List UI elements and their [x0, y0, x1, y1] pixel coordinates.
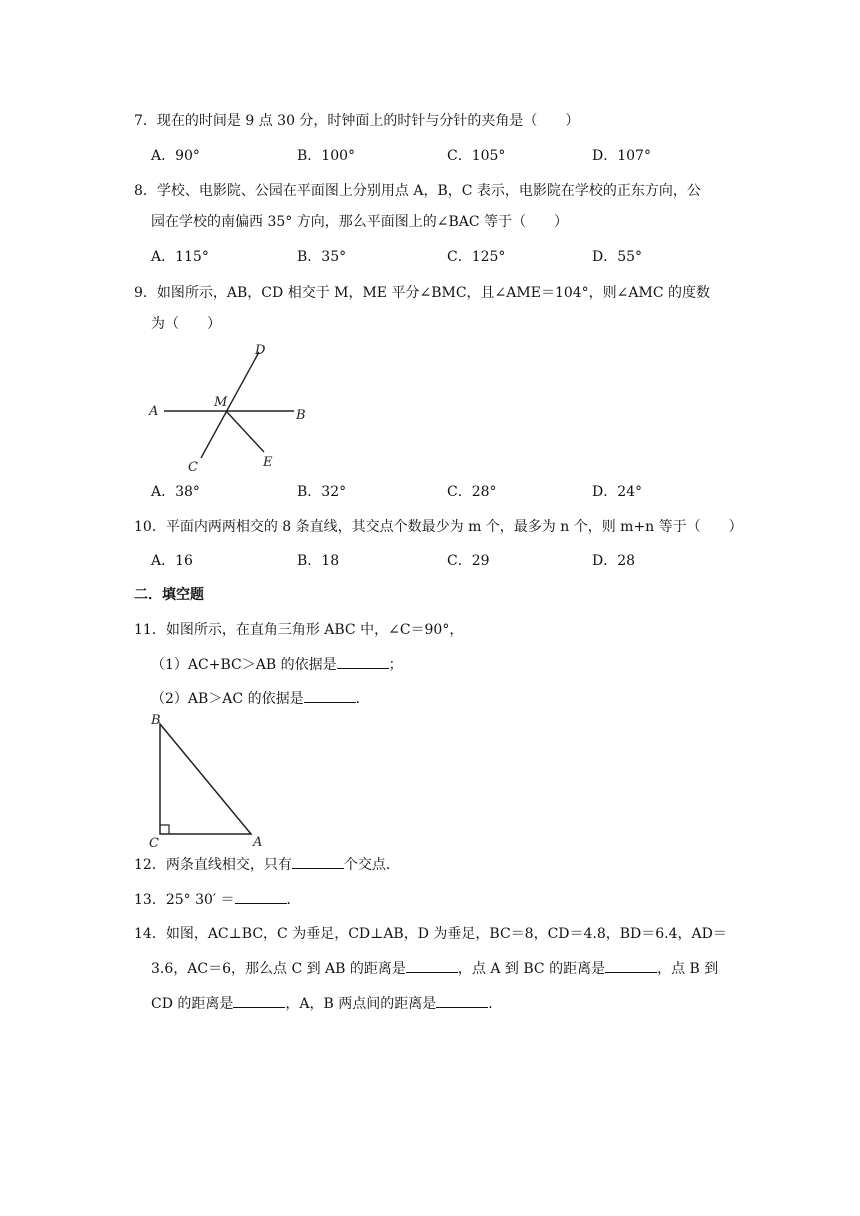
q14-line3-part-c: ．	[488, 996, 503, 1012]
q10-text: 10．平面内两两相交的 8 条直线，其交点个数最少为 m 个，最多为 n 个，则 m+n 等于（ ）	[134, 519, 743, 535]
q13	[134, 889, 301, 910]
q11-part2-end: ．	[355, 691, 370, 707]
q13-blank[interactable]	[235, 889, 287, 904]
right-angle-mark	[160, 825, 169, 834]
q11-text: 11．如图所示，在直角三角形 ABC 中，∠C＝90°，	[134, 622, 464, 638]
q11-triangle-figure	[145, 710, 265, 852]
q12-text: 12．两条直线相交，只有	[134, 857, 292, 873]
q10-option-a: A．16	[151, 553, 193, 569]
label-b: B	[151, 713, 161, 728]
q12	[134, 854, 400, 875]
q11-part2-text: （2）AB＞AC 的依据是	[151, 691, 304, 707]
q13-text-end: ．	[286, 892, 301, 908]
q11-part1-blank[interactable]	[337, 654, 389, 669]
q7-option-c: C．105°	[447, 148, 506, 164]
q14-text-line1: 14．如图，AC⊥BC，C 为垂足，CD⊥AB，D 为垂足，BC＝8，CD＝4.8，BD＝6.4，AD＝	[134, 926, 727, 942]
q11-part1-end: ；	[388, 657, 403, 673]
q8-option-c: C．125°	[447, 249, 506, 265]
ray-me	[226, 411, 264, 452]
line-cd	[201, 352, 259, 458]
q8-option-a: A．115°	[151, 249, 209, 265]
q7-option-a: A．90°	[151, 148, 200, 164]
label-a: A	[149, 404, 159, 419]
q14-line2-part-c: ，点 B 到	[657, 961, 719, 977]
q10-option-b: B．18	[297, 553, 340, 569]
q14-blank-1[interactable]	[406, 958, 458, 973]
q14-line3-part-a: CD 的距离是	[151, 996, 234, 1012]
q14-blank-3[interactable]	[233, 993, 285, 1008]
q14-line3-part-b: ，A，B 两点间的距离是	[285, 996, 437, 1012]
label-b: B	[296, 408, 306, 423]
q9-option-a: A．38°	[151, 484, 200, 500]
q7-text: 7．现在的时间是 9 点 30 分，时钟面上的时针与分针的夹角是（ ）	[134, 113, 580, 129]
q8-text-line2: 园在学校的南偏西 35° 方向，那么平面图上的∠BAC 等于（ ）	[151, 214, 569, 230]
q14-text-line3	[151, 993, 502, 1014]
q10-option-d: D．28	[592, 553, 636, 569]
q11-part2-blank[interactable]	[304, 688, 356, 703]
q9-option-d: D．24°	[592, 484, 643, 500]
q11-part2	[151, 688, 370, 709]
q14-blank-4[interactable]	[436, 993, 488, 1008]
q11-part1	[151, 654, 403, 675]
q11-part1-text: （1）AC+BC＞AB 的依据是	[151, 657, 337, 673]
q9-text-line1: 9．如图所示，AB，CD 相交于 M，ME 平分∠BMC，且∠AME＝104°，则∠AMC 的度数	[134, 285, 711, 301]
label-e: E	[263, 455, 273, 470]
q12-text-end: 个交点．	[343, 857, 400, 873]
label-c: C	[188, 460, 198, 474]
q14-line2-part-b: ，点 A 到 BC 的距离是	[457, 961, 606, 977]
q9-text-line2: 为（ ）	[151, 316, 221, 332]
label-a: A	[253, 835, 263, 850]
q12-blank[interactable]	[292, 854, 344, 869]
q8-option-b: B．35°	[297, 249, 347, 265]
q9-option-b: B．32°	[297, 484, 347, 500]
q9-option-c: C．28°	[447, 484, 497, 500]
q8-text-line1: 8．学校、电影院、公园在平面图上分别用点 A，B，C 表示，电影院在学校的正东方向，公	[134, 183, 701, 199]
q14-blank-2[interactable]	[605, 958, 657, 973]
q9-figure	[148, 340, 310, 474]
section-title-fill-in: 二．填空题	[134, 587, 204, 603]
triangle-abc	[160, 724, 251, 834]
label-d: D	[255, 343, 266, 358]
q14-text-line2	[151, 958, 718, 979]
q7-option-b: B．100°	[297, 148, 356, 164]
label-m: M	[214, 395, 228, 410]
label-c: C	[149, 836, 159, 851]
q14-line2-part-a: 3.6，AC＝6，那么点 C 到 AB 的距离是	[151, 961, 406, 977]
q7-option-d: D．107°	[592, 148, 651, 164]
q13-text: 13．25° 30′ ＝	[134, 892, 235, 908]
q10-option-c: C．29	[447, 553, 490, 569]
q8-option-d: D．55°	[592, 249, 643, 265]
